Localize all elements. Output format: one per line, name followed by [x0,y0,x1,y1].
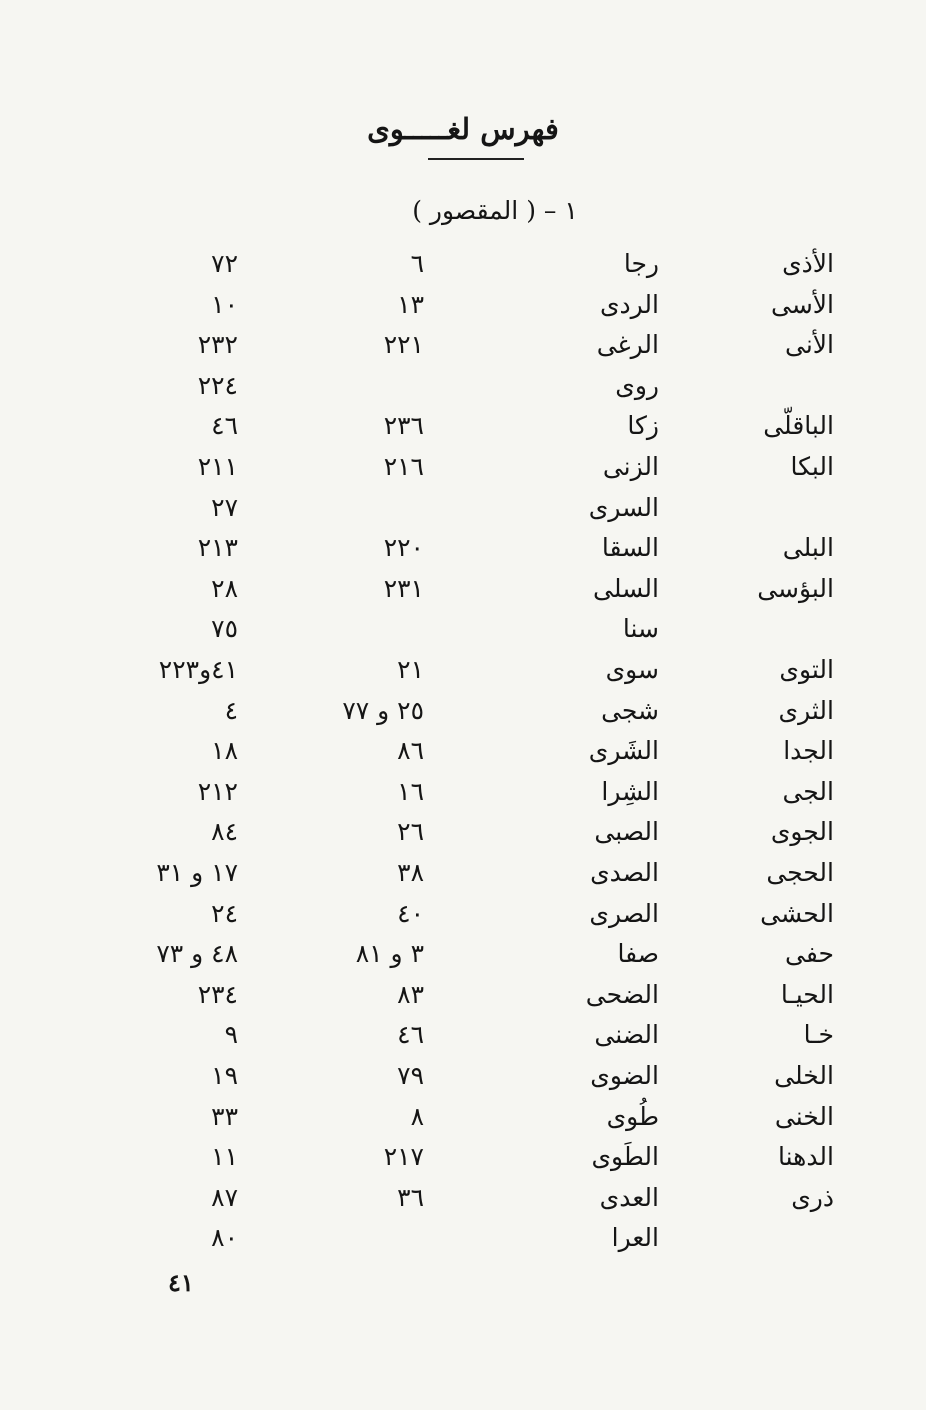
left-column-entry-row [0,691,926,731]
right-column-entry-word: الحشى [760,898,834,928]
right-column-entry-page-ref: ٢١ [397,655,424,684]
right-column-entry-word: البكا [790,452,834,481]
right-column-entry-word: خـا [803,1020,834,1050]
right-column-entry-word: الأنى [785,330,834,360]
left-column-entry-page-ref: ٢١٢ [197,776,238,806]
left-column-entry-page-ref: ١٠ [211,289,238,319]
left-column-entry-page-ref: ٧٥ [211,614,238,644]
left-column-entry-word: الصدى [590,858,659,887]
right-column-entry-word: البلى [782,533,834,563]
left-column-entry-page-ref: ١٨ [211,736,238,766]
page-title: فهرس لغـــــوى [367,112,559,146]
right-column-entry-page-ref: ٢٢٠ [383,533,424,563]
left-column-entry-page-ref: ٢٤ [211,898,238,928]
right-column-entry-word: الحجى [766,858,834,887]
left-column-entry-row [0,1218,926,1258]
left-column-entry-row [0,1097,926,1137]
left-column-entry-page-ref: ٧٢ [211,249,238,278]
left-column-entry-word: سنا [622,614,659,644]
left-column-entry-page-ref: ٨٠ [211,1223,238,1253]
title-underline [428,158,524,160]
left-column-entry-row [0,285,926,325]
left-column-entry-page-ref: ٢١٣ [197,533,238,563]
left-column-entry-row [0,1178,926,1218]
left-column-entry-word: الزنى [602,452,659,481]
left-column-entry-page-ref: ٢٣٢ [197,330,238,360]
left-column-entry-row [0,772,926,812]
right-column-entry-word: الأسى [771,289,834,319]
left-column-entry-word: الرغى [596,330,659,360]
left-column-entry-row [0,447,926,487]
left-column-entry-word: الضنى [594,1020,659,1050]
left-column-entry-word: شجى [601,695,659,725]
right-column-entry-word: الأذى [782,249,834,278]
left-column-entry-word: الشِرا [601,776,659,806]
right-column-entry-word: الخنى [774,1101,834,1131]
right-column-entry-page-ref: ٣٨ [397,858,424,887]
right-column-entry-page-ref: ٧٩ [397,1061,424,1090]
left-column-entry-word: الضوى [590,1061,659,1090]
left-column-entry-page-ref: ٢٨ [211,573,238,603]
right-column-entry-page-ref: ٨ [410,1101,424,1131]
left-column-entry-word: العدى [599,1182,659,1212]
left-column-entry-word: رجا [623,249,659,278]
right-column-entry-word: ذرى [791,1182,834,1212]
left-column-entry-word: الشَرى [588,736,659,766]
left-column-entry-page-ref: ٤ [224,695,238,725]
left-column-entry-word: الردى [599,289,659,319]
left-column-entry-page-ref: ٤٦ [211,411,238,441]
right-column-entry-word: حفى [785,939,834,969]
right-column-entry-page-ref: ٨٦ [397,736,424,766]
left-column-entry-page-ref: ١٧ و ٣١ [156,858,238,887]
left-column-entry-row [0,934,926,974]
right-column-entry-word: التوى [779,655,834,684]
right-column-entry-page-ref: ٢٦ [397,817,424,847]
section-heading: ١ – ( المقصور ) [412,196,578,225]
right-column-entry-page-ref: ٤٦ [397,1020,424,1050]
left-column-entry-row [0,244,926,284]
right-column-entry-page-ref: ٢١٦ [383,452,424,481]
left-column-entry-word: سوى [605,655,659,684]
right-column-entry-page-ref: ٣٦ [397,1182,424,1212]
right-column-entry-word: الدهنا [777,1142,834,1172]
left-column-entry-page-ref: ٢٢٤ [197,370,238,400]
left-column-entry-page-ref: ٨٤ [211,817,238,847]
left-column-entry-word: الطَوى [591,1142,659,1172]
left-column-entry-row [0,731,926,771]
right-column-entry-page-ref: ٣ و ٨١ [355,939,424,969]
right-column-entry-page-ref: ٨٣ [397,979,424,1009]
left-column-entry-row [0,1137,926,1177]
left-column-entry-word: السرى [588,492,659,522]
right-column-entry-page-ref: ٢٥ و ٧٧ [342,695,424,725]
right-column-entry-word: الخلى [774,1061,834,1090]
left-column-entry-row [0,569,926,609]
left-column-entry-page-ref: ١١ [211,1142,238,1172]
right-column-entry-page-ref: ٢٣١ [383,573,424,603]
left-column-entry-word: الصبى [594,817,659,847]
right-column-entry-page-ref: ٢١٧ [383,1142,424,1172]
left-column-entry-row [0,406,926,446]
left-column-entry-row [0,894,926,934]
left-column-entry-word: صفا [617,939,659,969]
left-column-entry-row [0,488,926,528]
left-column-entry-page-ref: ٤٨ و ٧٣ [156,939,238,969]
left-column-entry-row [0,325,926,365]
right-column-entry-word: الجدا [783,736,834,766]
right-column-entry-word: الثرى [778,695,834,725]
right-column-entry-word: الجوى [770,817,834,847]
left-column-entry-row [0,1015,926,1055]
left-column-entry-page-ref: ٤١و٢٢٣ [158,655,238,684]
right-column-entry-page-ref: ٦ [410,249,424,278]
left-column-entry-page-ref: ١٩ [211,1061,238,1090]
left-column-entry-row [0,975,926,1015]
left-column-entry-page-ref: ٢٧ [211,492,238,522]
left-column-entry-word: روى [615,370,659,400]
right-column-entry-word: الحيـا [780,979,834,1009]
left-column-entry-row [0,853,926,893]
left-column-entry-page-ref: ٨٧ [211,1182,238,1212]
left-column-entry-word: الضحى [585,979,659,1009]
left-column-entry-row [0,650,926,690]
left-column-entry-row [0,1056,926,1096]
left-column-entry-row [0,528,926,568]
left-column-entry-page-ref: ٢١١ [197,452,238,481]
right-column-entry-page-ref: ٢٢١ [383,330,424,360]
left-column-entry-word: السلى [593,573,659,603]
left-column-entry-row [0,609,926,649]
left-column-entry-page-ref: ٢٣٤ [197,979,238,1009]
left-column-entry-word: زكا [627,411,659,441]
left-column-entry-row [0,812,926,852]
right-column-entry-page-ref: ٢٣٦ [383,411,424,441]
left-column-entry-page-ref: ٩ [224,1020,238,1050]
right-column-entry-page-ref: ١٣ [397,289,424,319]
right-column-entry-word: البؤسى [757,573,834,603]
left-column-entry-word: السقا [601,533,659,563]
left-column-entry-word: الصرى [589,898,659,928]
left-column-entry-row [0,366,926,406]
right-column-entry-page-ref: ١٦ [397,776,424,806]
left-column-entry-word: طُوى [606,1101,659,1131]
right-column-entry-page-ref: ٤٠ [397,898,424,928]
right-column-entry-word: الجى [782,776,834,806]
left-column-entry-word: العرا [611,1223,659,1253]
right-column-entry-word: الباقلّى [763,411,834,441]
left-column-entry-page-ref: ٣٣ [211,1101,238,1131]
page-number: ٤١ [168,1268,194,1297]
